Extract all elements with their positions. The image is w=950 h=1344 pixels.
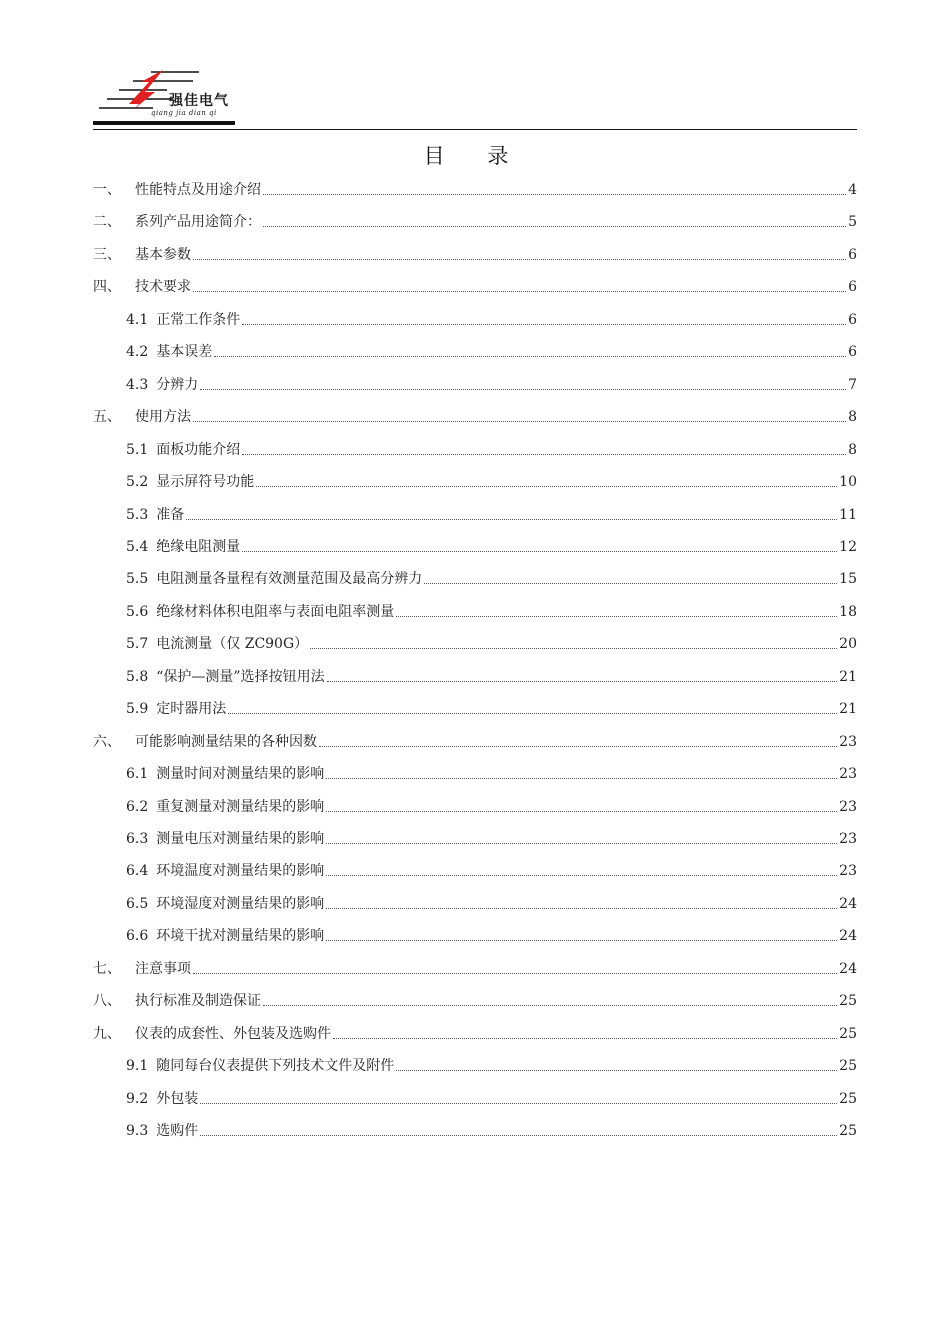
toc-entry-number: 4.2 <box>126 344 149 361</box>
toc-entry[interactable] <box>126 472 857 492</box>
toc-entry-page-number: 25 <box>839 1025 857 1042</box>
toc-entry-page-number: 23 <box>839 831 857 847</box>
toc-entry-number: 四、 <box>93 279 121 296</box>
toc-entry-title: 系列产品用途简介： <box>135 214 261 231</box>
toc-entry-page-number: 23 <box>839 863 857 880</box>
toc-entry-title: 仪表的成套性、外包装及选购件 <box>135 1025 331 1042</box>
toc-entry-title: 准备 <box>156 506 185 523</box>
toc-entry-number: 4.3 <box>126 376 149 393</box>
toc-entry-title: 电阻测量各量程有效测量范围及最高分辨力 <box>156 571 423 588</box>
toc-entry-number: 6.3 <box>126 831 149 847</box>
toc-entry[interactable] <box>126 1056 857 1076</box>
toc-entry-page-number: 25 <box>839 993 857 1010</box>
toc-entry[interactable] <box>126 310 857 330</box>
dot-leader <box>228 713 837 714</box>
toc-entry-title: 电流测量（仅 ZC90G） <box>156 636 309 653</box>
toc-entry-title: 技术要求 <box>135 279 191 296</box>
toc-entry-title: 绝缘材料体积电阻率与表面电阻率测量 <box>156 603 395 620</box>
toc-entry-number: 二、 <box>93 214 121 231</box>
toc-entry-title: “保护—测量”选择按钮用法 <box>156 668 325 685</box>
toc-entry-number: 一、 <box>93 182 121 198</box>
dot-leader <box>396 1070 837 1071</box>
toc-entry-title: 随同每台仪表提供下列技术文件及附件 <box>156 1058 395 1075</box>
toc-entry-number: 5.5 <box>126 571 149 588</box>
toc-entry-number: 五、 <box>93 409 121 426</box>
toc-entry-page-number: 7 <box>848 376 857 393</box>
toc-entry[interactable] <box>126 829 857 849</box>
toc-entry[interactable] <box>126 602 857 622</box>
dot-leader <box>214 356 846 357</box>
toc-entry-number: 九、 <box>93 1025 121 1042</box>
dot-leader <box>327 681 838 682</box>
toc-entry-title: 显示屏符号功能 <box>156 474 255 491</box>
toc-entry-title: 使用方法 <box>135 409 191 426</box>
toc-entry-page-number: 15 <box>839 571 857 588</box>
toc-entry-number: 5.2 <box>126 474 149 491</box>
header-rule-thin <box>93 129 857 130</box>
dot-leader <box>319 746 837 747</box>
dot-leader <box>193 291 846 292</box>
toc-entry[interactable] <box>126 797 857 817</box>
dot-leader <box>263 1005 837 1006</box>
dot-leader <box>333 1038 837 1039</box>
toc-entry-page-number: 5 <box>848 214 857 231</box>
toc-entry-page-number: 24 <box>839 960 857 977</box>
toc-entry-page-number: 25 <box>839 1090 857 1107</box>
toc-entry-number: 5.6 <box>126 603 149 620</box>
toc-entry-page-number: 20 <box>839 636 857 653</box>
toc-entry-page-number: 6 <box>848 311 857 328</box>
toc-entry[interactable] <box>126 1121 857 1141</box>
toc-entry-title: 测量电压对测量结果的影响 <box>156 831 325 847</box>
dot-leader <box>242 551 837 552</box>
toc-entry-page-number: 6 <box>848 246 857 263</box>
toc-entry[interactable] <box>126 634 857 654</box>
toc-entry-title: 定时器用法 <box>156 701 227 718</box>
toc-entry[interactable] <box>93 959 857 979</box>
toc-entry-number: 八、 <box>93 993 121 1010</box>
toc-entry-page-number: 24 <box>839 928 857 945</box>
dot-leader <box>193 421 846 422</box>
toc-entry[interactable] <box>126 667 857 687</box>
toc-entry[interactable] <box>126 375 857 395</box>
toc-entry[interactable] <box>126 926 857 946</box>
toc-entry-page-number: 12 <box>839 538 857 555</box>
toc-entry-title: 重复测量对测量结果的影响 <box>156 798 325 815</box>
toc-entry-title: 分辨力 <box>156 376 199 393</box>
toc-entry-page-number: 8 <box>848 409 857 426</box>
toc-entry-title: 测量时间对测量结果的影响 <box>156 766 325 783</box>
dot-leader <box>186 519 837 520</box>
dot-leader <box>200 1103 837 1104</box>
toc-entry-number: 6.5 <box>126 895 149 912</box>
header-rule-thick <box>93 121 235 125</box>
toc-entry-title: 可能影响测量结果的各种因数 <box>135 733 317 750</box>
brand-name: 强佳电气 <box>169 93 229 109</box>
toc-entry-page-number: 8 <box>848 441 857 458</box>
toc-entry-page-number: 21 <box>839 701 857 718</box>
toc-entry-number: 6.6 <box>126 928 149 945</box>
dot-leader <box>424 583 837 584</box>
toc-entry[interactable] <box>126 861 857 881</box>
toc-entry[interactable] <box>126 699 857 719</box>
toc-entry[interactable] <box>93 212 857 232</box>
dot-leader <box>326 940 837 941</box>
toc-entry-number: 5.4 <box>126 538 149 555</box>
toc-entry-number: 5.8 <box>126 668 149 685</box>
toc-entry-number: 9.1 <box>126 1058 149 1075</box>
toc-entry[interactable] <box>126 505 857 525</box>
toc-entry-page-number: 25 <box>839 1123 857 1140</box>
toc-entry-title: 绝缘电阻测量 <box>156 538 241 555</box>
dot-leader <box>326 843 837 844</box>
dot-leader <box>263 226 846 227</box>
dot-leader <box>326 778 837 779</box>
toc-entry-number: 5.7 <box>126 636 149 653</box>
toc-entry[interactable] <box>93 277 857 297</box>
dot-leader <box>326 908 837 909</box>
toc-entry-page-number: 6 <box>848 279 857 296</box>
toc-entry-number: 5.9 <box>126 701 149 718</box>
toc-entry-page-number: 11 <box>839 506 857 523</box>
toc-entry-page-number: 23 <box>839 733 857 750</box>
toc-entry-page-number: 23 <box>839 798 857 815</box>
toc-entry-page-number: 23 <box>839 766 857 783</box>
toc-entry-title: 环境湿度对测量结果的影响 <box>156 895 325 912</box>
dot-leader <box>263 194 846 195</box>
dot-leader <box>310 648 837 649</box>
toc-entry-number: 5.1 <box>126 441 149 458</box>
dot-leader <box>200 389 846 390</box>
brand-pinyin: qiang jia dian qi <box>151 109 217 117</box>
dot-leader <box>396 616 837 617</box>
toc-entry[interactable] <box>126 342 857 362</box>
toc-entry[interactable] <box>93 180 857 200</box>
toc-entry-page-number: 24 <box>839 895 857 912</box>
dot-leader <box>326 875 837 876</box>
toc-entry-title: 正常工作条件 <box>156 311 241 328</box>
dot-leader <box>193 973 837 974</box>
toc-entry[interactable] <box>93 732 857 752</box>
company-logo <box>93 66 243 124</box>
toc-entry-number: 5.3 <box>126 506 149 523</box>
toc-entry-page-number: 10 <box>839 474 857 491</box>
dot-leader <box>193 259 846 260</box>
toc-entry-title: 环境干扰对测量结果的影响 <box>156 928 325 945</box>
toc-entry-page-number: 6 <box>848 344 857 361</box>
toc-entry-number: 6.4 <box>126 863 149 880</box>
toc-entry[interactable] <box>126 537 857 557</box>
toc-entry[interactable] <box>126 440 857 460</box>
toc-entry[interactable] <box>126 894 857 914</box>
toc-entry[interactable] <box>126 764 857 784</box>
toc-entry-number: 六、 <box>93 733 121 750</box>
toc-entry-title: 选购件 <box>156 1123 199 1140</box>
toc-entry-page-number: 4 <box>848 182 857 198</box>
toc-entry-title: 执行标准及制造保证 <box>135 993 261 1010</box>
toc-entry-number: 9.2 <box>126 1090 149 1107</box>
toc-entry[interactable] <box>93 407 857 427</box>
toc-entry-page-number: 18 <box>839 603 857 620</box>
toc-entry[interactable] <box>126 1089 857 1109</box>
toc-entry[interactable] <box>93 991 857 1011</box>
toc-entry-title: 环境温度对测量结果的影响 <box>156 863 325 880</box>
toc-entry[interactable] <box>93 245 857 265</box>
dot-leader <box>326 811 837 812</box>
dot-leader <box>242 324 846 325</box>
dot-leader <box>242 454 846 455</box>
toc-entry-number: 6.2 <box>126 798 149 815</box>
toc-entry-title: 基本误差 <box>156 344 213 361</box>
dot-leader <box>256 486 837 487</box>
toc-entry-title: 面板功能介绍 <box>156 441 241 458</box>
dot-leader <box>200 1135 837 1136</box>
page-title: 目 录 <box>423 144 527 168</box>
toc-entry-number: 七、 <box>93 960 121 977</box>
toc-entry[interactable] <box>93 1024 857 1044</box>
toc-entry-title: 性能特点及用途介绍 <box>135 182 261 198</box>
toc-entry-page-number: 21 <box>839 668 857 685</box>
toc-entry-page-number: 25 <box>839 1058 857 1075</box>
toc-entry-number: 6.1 <box>126 766 149 783</box>
toc-entry-number: 9.3 <box>126 1123 149 1140</box>
toc-entry-number: 4.1 <box>126 311 149 328</box>
toc-entry-title: 外包装 <box>156 1090 199 1107</box>
toc-entry-number: 三、 <box>93 246 121 263</box>
toc-entry-title: 注意事项 <box>135 960 191 977</box>
page-header <box>93 66 857 132</box>
toc-entry-title: 基本参数 <box>135 246 191 263</box>
toc-entry[interactable] <box>126 569 857 589</box>
